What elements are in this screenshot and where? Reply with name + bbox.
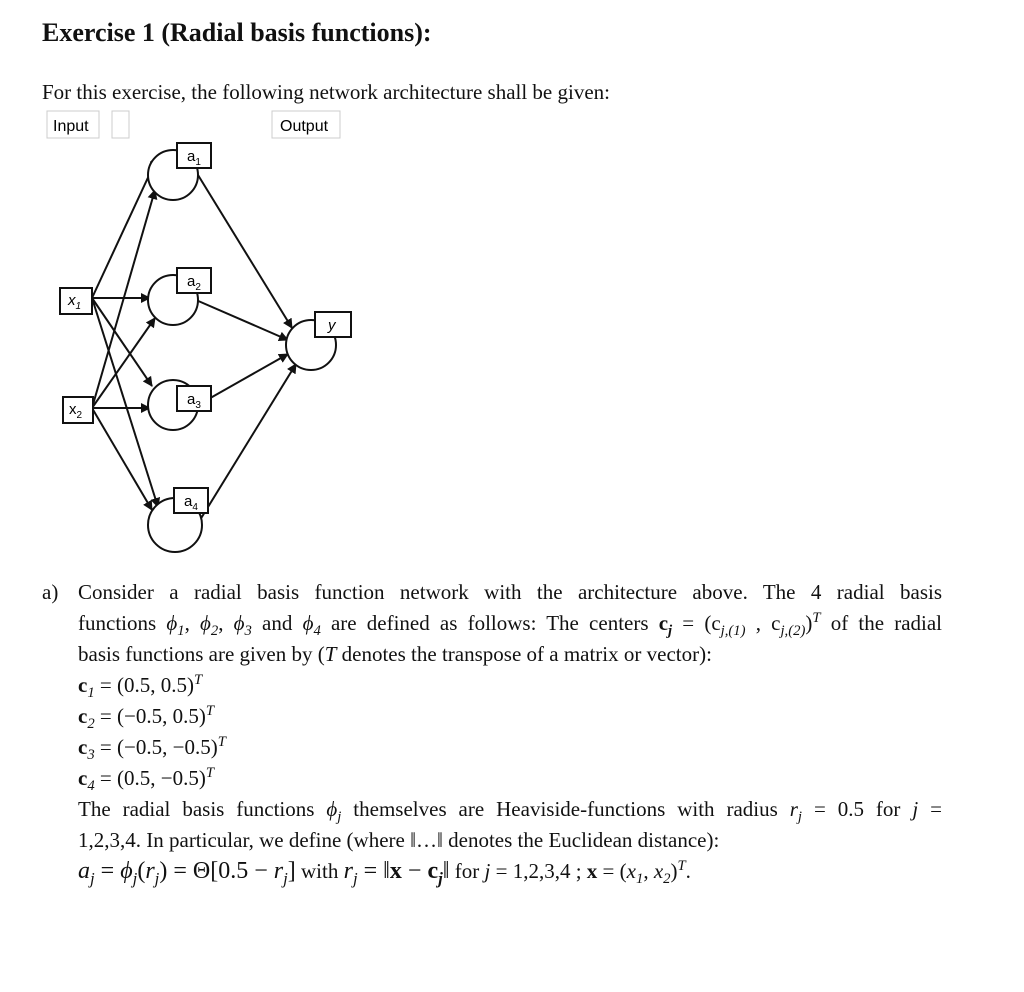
part-a-line-1: Consider a radial basis function network with the architecture above. The 4 radial basis <box>78 580 942 604</box>
part-a-line-3: basis functions are given by (T denotes the transpose of a matrix or vector): <box>78 642 712 666</box>
edge-a4-y <box>200 364 296 520</box>
intro-text: For this exercise, the following network architecture shall be given: <box>42 80 610 104</box>
label-y <box>315 312 351 337</box>
center-c1: $c_1 = (0.5$, 0.5)$^T$ <box>78 672 203 702</box>
input-label-box <box>47 111 99 138</box>
svg-text:a4: $a_4$ <box>184 493 198 513</box>
svg-text:a1: $a_1$ <box>187 148 201 168</box>
input-x2 <box>63 397 93 423</box>
label-a1 <box>177 143 211 168</box>
edge-x1-a3 <box>92 298 152 386</box>
part-a-line-2: functions $\phi_1$, $\phi_2$, $\phi_3$ and $\phi_4$ are defined as follows: The centers $c_j = (c_{j,(1)}$ , $c_{j,(2)})^T$ of the radial <box>78 610 943 640</box>
part-a-line-5: 1,2,3,4. In particular, we define (where ‖…‖ denotes the Euclidean distance): <box>78 828 720 852</box>
svg-text:a2: $a_2$ <box>187 273 201 293</box>
output-label: Output <box>280 118 329 135</box>
edge-a2-y <box>196 300 288 340</box>
part-a-marker: a) <box>42 580 59 604</box>
center-c2: $c_2 = (-0.5$, 0.5)$^T$ <box>78 703 215 733</box>
input-x1 <box>60 288 92 314</box>
part-a-line-4: The radial basis functions $\phi_j$ themselves are Heaviside-functions with radius $r_j = 0.5$ for j = <box>78 797 943 826</box>
svg-text:a3: $a_3$ <box>187 391 201 411</box>
exercise-title: Exercise 1 (Radial basis functions): <box>42 18 432 47</box>
label-a4 <box>174 488 208 513</box>
input-label: Input <box>53 118 89 135</box>
svg-text:x2: $x_2$ <box>69 401 83 421</box>
edge-a1-y <box>198 175 292 328</box>
svg-text:x1: $x_1$ <box>68 292 82 312</box>
label-a2 <box>177 268 211 293</box>
empty-box <box>112 111 129 138</box>
label-a3 <box>177 386 211 411</box>
definition-formula: $a_j = \phi_j(r_j) = \Theta[0.5 - r_j]$ with $r_j$ = ‖x − $c_j‖$ for j = 1,2,3,4 ; $x = (x_1$, $x_2)^T$. <box>78 858 691 888</box>
svg-text:y: y <box>328 317 336 334</box>
center-c4: $c_4 = (0.5$, −0.5)$^T$ <box>78 765 215 795</box>
output-label-box <box>272 111 340 138</box>
part-a <box>42 577 942 887</box>
center-c3: $c_3 = (-0.5$, −0.5)$^T$ <box>78 734 226 764</box>
